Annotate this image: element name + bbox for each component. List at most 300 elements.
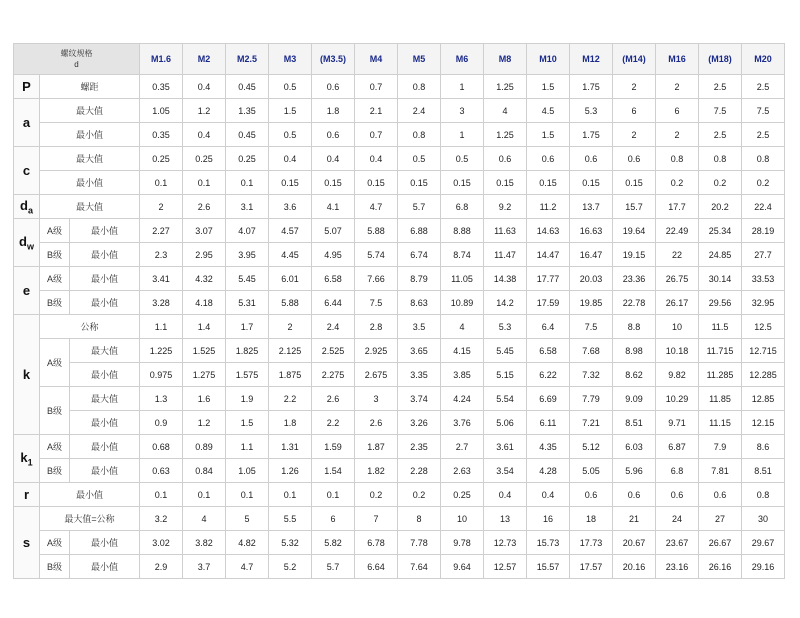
dimension-table [13,43,785,579]
value-cell: 6.01 [269,267,312,291]
grade-cell: B级 [40,459,70,483]
grade-cell: A级 [40,267,70,291]
value-cell: 4.45 [269,243,312,267]
value-cell: 4.7 [355,195,398,219]
value-cell: 3.1 [226,195,269,219]
value-cell: 0.1 [140,483,183,507]
value-cell: 5.7 [312,555,355,579]
value-cell: 7.21 [570,411,613,435]
value-cell: 7.64 [398,555,441,579]
value-cell: 7.5 [742,99,785,123]
value-cell: 0.6 [312,75,355,99]
value-cell: 11.63 [484,219,527,243]
value-type-label: 最小值 [70,291,140,315]
value-cell: 26.16 [699,555,742,579]
value-cell: 6.58 [527,339,570,363]
value-cell: 0.5 [269,75,312,99]
value-cell: 1 [441,123,484,147]
value-cell: 8 [398,507,441,531]
value-cell: 30.14 [699,267,742,291]
value-cell: 0.1 [226,483,269,507]
value-cell: 2.7 [441,435,484,459]
value-cell: 7.5 [355,291,398,315]
symbol-letter: k [20,449,28,465]
value-cell: 0.8 [742,483,785,507]
table-row [14,555,785,579]
size-header: (M18) [699,44,742,75]
value-cell: 11.5 [699,315,742,339]
value-cell: 6.11 [527,411,570,435]
value-cell: 4 [484,99,527,123]
value-cell: 0.15 [269,171,312,195]
value-cell: 0.5 [398,147,441,171]
value-cell: 7.68 [570,339,613,363]
value-type-label: 最小值 [40,123,140,147]
value-cell: 10.29 [656,387,699,411]
value-cell: 1.5 [527,123,570,147]
size-header: M12 [570,44,613,75]
value-cell: 8.62 [613,363,656,387]
value-cell: 5.06 [484,411,527,435]
dimension-symbol [14,147,40,195]
value-cell: 2 [656,75,699,99]
grade-cell: A级 [40,435,70,459]
value-cell: 7.5 [699,99,742,123]
value-cell: 2.5 [742,123,785,147]
value-cell: 7.9 [699,435,742,459]
table-row [14,531,785,555]
value-cell: 0.1 [183,483,226,507]
value-cell: 1.5 [269,99,312,123]
value-cell: 12.85 [742,387,785,411]
dimension-symbol [14,75,40,99]
value-cell: 1 [441,75,484,99]
value-cell: 1.05 [226,459,269,483]
dimension-symbol [14,435,40,483]
value-cell: 1.1 [140,315,183,339]
value-cell: 5.3 [484,315,527,339]
size-header: M6 [441,44,484,75]
table-row [14,459,785,483]
value-cell: 2.525 [312,339,355,363]
value-cell: 2.5 [742,75,785,99]
thread-spec-header [14,44,140,75]
table-row [14,435,785,459]
value-cell: 1.5 [226,411,269,435]
value-cell: 3.5 [398,315,441,339]
value-cell: 8.6 [742,435,785,459]
symbol-subscript: a [27,205,33,216]
value-cell: 4 [183,507,226,531]
value-cell: 5.45 [226,267,269,291]
value-cell: 8.63 [398,291,441,315]
value-cell: 5.32 [269,531,312,555]
value-cell: 6.58 [312,267,355,291]
value-cell: 8.51 [742,459,785,483]
value-cell: 17.59 [527,291,570,315]
table-row [14,483,785,507]
value-cell: 2.6 [183,195,226,219]
value-cell: 25.34 [699,219,742,243]
value-cell: 30 [742,507,785,531]
value-cell: 6.44 [312,291,355,315]
table-row [14,147,785,171]
value-cell: 7.81 [699,459,742,483]
value-cell: 0.6 [613,147,656,171]
value-cell: 0.6 [527,147,570,171]
table-row [14,387,785,411]
value-cell: 2 [656,123,699,147]
size-header: (M14) [613,44,656,75]
value-cell: 0.4 [183,123,226,147]
value-cell: 5.12 [570,435,613,459]
value-cell: 3.54 [484,459,527,483]
value-cell: 3.26 [398,411,441,435]
value-cell: 20.16 [613,555,656,579]
table-row [14,171,785,195]
value-cell: 2.125 [269,339,312,363]
value-cell: 0.84 [183,459,226,483]
table-row [14,219,785,243]
value-cell: 1.59 [312,435,355,459]
value-cell: 20.2 [699,195,742,219]
value-cell: 22 [656,243,699,267]
value-type-label: 最大值 [70,339,140,363]
symbol-letter: c [22,163,31,178]
value-cell: 12.715 [742,339,785,363]
value-cell: 5.74 [355,243,398,267]
value-cell: 6 [312,507,355,531]
value-cell: 14.38 [484,267,527,291]
value-cell: 33.53 [742,267,785,291]
value-cell: 5.3 [570,99,613,123]
value-cell: 15.7 [613,195,656,219]
value-cell: 0.8 [742,147,785,171]
value-cell: 20.67 [613,531,656,555]
value-cell: 17.77 [527,267,570,291]
value-cell: 14.2 [484,291,527,315]
table-row [14,243,785,267]
value-cell: 2 [613,123,656,147]
value-cell: 6.78 [355,531,398,555]
value-cell: 9.71 [656,411,699,435]
value-cell: 7 [355,507,398,531]
value-cell: 2 [269,315,312,339]
value-cell: 12.15 [742,411,785,435]
value-cell: 19.64 [613,219,656,243]
value-type-label: 最小值 [70,531,140,555]
value-cell: 23.67 [656,531,699,555]
value-cell: 2.2 [269,387,312,411]
value-cell: 10 [656,315,699,339]
value-cell: 21 [613,507,656,531]
value-cell: 3.2 [140,507,183,531]
value-cell: 26.67 [699,531,742,555]
value-cell: 1.8 [312,99,355,123]
value-cell: 0.2 [656,171,699,195]
value-cell: 2.63 [441,459,484,483]
symbol-subscript: w [26,241,34,252]
value-cell: 0.1 [226,171,269,195]
value-cell: 0.4 [183,75,226,99]
value-cell: 11.15 [699,411,742,435]
value-cell: 9.2 [484,195,527,219]
size-header: M10 [527,44,570,75]
value-type-label: 螺距 [40,75,140,99]
value-cell: 3.28 [140,291,183,315]
value-cell: 2.27 [140,219,183,243]
value-cell: 2.9 [140,555,183,579]
value-cell: 0.5 [441,147,484,171]
value-cell: 1.525 [183,339,226,363]
value-cell: 1.6 [183,387,226,411]
value-cell: 5 [226,507,269,531]
dimension-symbol [14,195,40,219]
value-cell: 5.88 [355,219,398,243]
value-cell: 26.17 [656,291,699,315]
value-cell: 15.57 [527,555,570,579]
value-cell: 1.87 [355,435,398,459]
value-cell: 4.7 [226,555,269,579]
value-cell: 1.5 [527,75,570,99]
size-header: M5 [398,44,441,75]
symbol-letter: d [19,233,27,249]
value-cell: 5.31 [226,291,269,315]
value-cell: 1.825 [226,339,269,363]
value-cell: 0.4 [484,483,527,507]
value-cell: 0.63 [140,459,183,483]
value-cell: 0.7 [355,123,398,147]
value-cell: 29.67 [742,531,785,555]
grade-cell: B级 [40,243,70,267]
value-cell: 0.25 [183,147,226,171]
value-cell: 1.8 [269,411,312,435]
dimension-symbol [14,219,40,267]
value-cell: 11.47 [484,243,527,267]
value-cell: 0.8 [398,123,441,147]
value-cell: 12.57 [484,555,527,579]
value-cell: 10.18 [656,339,699,363]
value-cell: 2.675 [355,363,398,387]
value-type-label: 最大值=公称 [40,507,140,531]
value-cell: 4.5 [527,99,570,123]
value-type-label: 公称 [40,315,140,339]
value-cell: 9.09 [613,387,656,411]
value-cell: 27.7 [742,243,785,267]
value-cell: 9.78 [441,531,484,555]
value-cell: 8.98 [613,339,656,363]
value-cell: 0.9 [140,411,183,435]
table-row [14,339,785,363]
value-cell: 13.7 [570,195,613,219]
value-cell: 2.95 [183,243,226,267]
value-cell: 6.4 [527,315,570,339]
value-cell: 17.73 [570,531,613,555]
symbol-letter: e [22,283,31,298]
grade-cell: A级 [40,531,70,555]
value-cell: 4 [441,315,484,339]
value-cell: 6.88 [398,219,441,243]
value-cell: 2.6 [355,411,398,435]
value-cell: 9.64 [441,555,484,579]
value-cell: 0.6 [613,483,656,507]
value-cell: 1.575 [226,363,269,387]
value-cell: 0.15 [398,171,441,195]
value-cell: 6.87 [656,435,699,459]
value-cell: 0.2 [398,483,441,507]
value-cell: 4.07 [226,219,269,243]
grade-cell: B级 [40,387,70,435]
value-cell: 0.15 [570,171,613,195]
value-cell: 32.95 [742,291,785,315]
value-cell: 0.25 [441,483,484,507]
table-row [14,315,785,339]
value-cell: 6.22 [527,363,570,387]
value-type-label: 最大值 [40,99,140,123]
value-cell: 17.57 [570,555,613,579]
value-cell: 19.15 [613,243,656,267]
size-header: M8 [484,44,527,75]
value-cell: 11.05 [441,267,484,291]
table-row [14,411,785,435]
value-cell: 7.5 [570,315,613,339]
value-type-label: 最小值 [70,459,140,483]
value-cell: 1.9 [226,387,269,411]
value-cell: 0.45 [226,123,269,147]
value-type-label: 最大值 [40,195,140,219]
value-type-label: 最小值 [70,555,140,579]
value-cell: 5.54 [484,387,527,411]
value-cell: 0.6 [570,147,613,171]
value-cell: 1.82 [355,459,398,483]
dimension-symbol [14,267,40,315]
value-cell: 22.49 [656,219,699,243]
value-cell: 12.285 [742,363,785,387]
value-cell: 4.28 [527,459,570,483]
grade-cell: B级 [40,555,70,579]
value-cell: 4.1 [312,195,355,219]
value-cell: 0.6 [656,483,699,507]
value-cell: 2.35 [398,435,441,459]
value-cell: 6.74 [398,243,441,267]
table-row [14,123,785,147]
value-cell: 0.4 [269,147,312,171]
value-cell: 0.15 [312,171,355,195]
value-cell: 3.02 [140,531,183,555]
value-cell: 3.95 [226,243,269,267]
value-cell: 3.35 [398,363,441,387]
value-cell: 0.1 [312,483,355,507]
value-cell: 1.75 [570,123,613,147]
size-header: M16 [656,44,699,75]
value-cell: 3.74 [398,387,441,411]
symbol-letter: r [23,487,30,502]
value-cell: 7.66 [355,267,398,291]
value-type-label: 最小值 [40,483,140,507]
value-cell: 5.88 [269,291,312,315]
value-cell: 2.925 [355,339,398,363]
value-cell: 0.8 [699,147,742,171]
value-cell: 1.2 [183,411,226,435]
value-cell: 5.2 [269,555,312,579]
value-cell: 1.31 [269,435,312,459]
dimension-symbol [14,483,40,507]
value-cell: 14.47 [527,243,570,267]
value-cell: 19.85 [570,291,613,315]
value-cell: 18 [570,507,613,531]
value-cell: 8.51 [613,411,656,435]
value-cell: 16.63 [570,219,613,243]
value-type-label: 最小值 [40,171,140,195]
value-type-label: 最大值 [70,387,140,411]
size-header: M4 [355,44,398,75]
table-body [14,44,785,579]
value-type-label: 最小值 [70,219,140,243]
value-cell: 6.8 [441,195,484,219]
value-cell: 5.82 [312,531,355,555]
value-type-label: 最小值 [70,411,140,435]
grade-cell: A级 [40,219,70,243]
value-cell: 3.76 [441,411,484,435]
value-cell: 10.89 [441,291,484,315]
value-cell: 1.26 [269,459,312,483]
value-cell: 0.6 [484,147,527,171]
dimension-symbol [14,99,40,147]
value-cell: 0.35 [140,123,183,147]
value-cell: 1.1 [226,435,269,459]
value-cell: 0.2 [699,171,742,195]
value-cell: 3.7 [183,555,226,579]
value-cell: 29.56 [699,291,742,315]
value-cell: 11.2 [527,195,570,219]
value-cell: 3.65 [398,339,441,363]
value-cell: 1.875 [269,363,312,387]
value-type-label: 最小值 [70,435,140,459]
thread-spec-label: 螺纹规格 [60,49,93,58]
value-cell: 0.15 [613,171,656,195]
value-cell: 2 [613,75,656,99]
value-cell: 2.28 [398,459,441,483]
value-cell: 17.7 [656,195,699,219]
table-row [14,99,785,123]
value-cell: 4.32 [183,267,226,291]
symbol-letter: s [22,535,31,550]
value-cell: 22.4 [742,195,785,219]
value-cell: 0.25 [140,147,183,171]
value-cell: 0.4 [355,147,398,171]
value-cell: 10 [441,507,484,531]
value-cell: 2.4 [312,315,355,339]
value-cell: 3.82 [183,531,226,555]
value-cell: 1.7 [226,315,269,339]
value-cell: 0.6 [312,123,355,147]
value-cell: 4.82 [226,531,269,555]
value-cell: 2.8 [355,315,398,339]
value-cell: 15.73 [527,531,570,555]
value-cell: 20.03 [570,267,613,291]
value-cell: 16.47 [570,243,613,267]
size-header: M20 [742,44,785,75]
size-header: (M3.5) [312,44,355,75]
value-cell: 0.5 [269,123,312,147]
value-cell: 4.18 [183,291,226,315]
value-cell: 24 [656,507,699,531]
value-cell: 3.85 [441,363,484,387]
value-cell: 13 [484,507,527,531]
value-cell: 4.95 [312,243,355,267]
table-row [14,195,785,219]
value-cell: 0.975 [140,363,183,387]
